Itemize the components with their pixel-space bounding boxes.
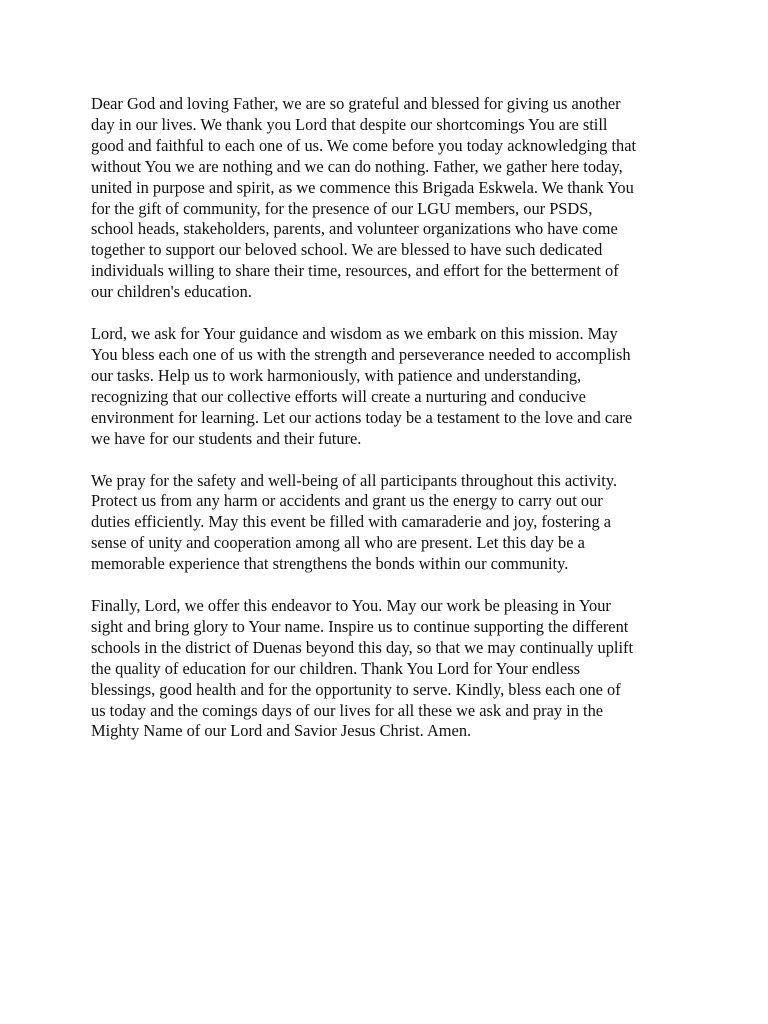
text-line: the quality of education for our children. Thank You Lord for Your endless <box>91 658 581 678</box>
text-line: Lord, we ask for Your guidance and wisdom as we embark on this mission. May <box>91 324 618 344</box>
text-line: individuals willing to share their time, resources, and effort for the betterment of <box>91 261 619 281</box>
text-line: recognizing that our collective efforts will create a nurturing and conducive <box>91 386 586 406</box>
text-line: Dear God and loving Father, we are so grateful and blessed for giving us another <box>91 94 621 113</box>
text-line: day in our lives. We thank you Lord that despite our shortcomings You are still <box>91 114 608 134</box>
text-line: united in purpose and spirit, as we commence this Brigada Eskwela. We thank You <box>91 177 634 197</box>
text-line: without You we are nothing and we can do nothing. Father, we gather here today, <box>91 156 623 176</box>
paragraph-4 <box>91 596 681 742</box>
text-line: us today and the comings days of our lives for all these we ask and pray in the <box>91 700 604 720</box>
text-line: duties efficiently. May this event be filled with camaraderie and joy, fostering a <box>91 512 612 532</box>
text-line: our children's education. <box>91 282 252 302</box>
text-line: for the gift of community, for the presence of our LGU members, our PSDS, <box>91 198 593 218</box>
text-line: sense of unity and cooperation among all who are present. Let this day be a <box>91 533 585 553</box>
text-line: environment for learning. Let our actions today be a testament to the love and care <box>91 407 633 427</box>
paragraph-1 <box>91 94 681 303</box>
text-line: good and faithful to each one of us. We come before you today acknowledging that <box>91 135 637 155</box>
text-line: we have for our students and their future. <box>91 428 362 448</box>
text-line: our tasks. Help us to work harmoniously, with patience and understanding, <box>91 365 582 385</box>
text-line: We pray for the safety and well-being of all participants throughout this activity. <box>91 470 618 490</box>
document-body <box>91 94 681 763</box>
text-line: sight and bring glory to Your name. Inspire us to continue supporting the different <box>91 616 629 636</box>
paragraph-2 <box>91 324 681 449</box>
text-line: schools in the district of Duenas beyond this day, so that we may continually uplift <box>91 637 634 657</box>
paragraph-3 <box>91 471 681 576</box>
text-line: together to support our beloved school. We are blessed to have such dedicated <box>91 240 603 260</box>
text-line: Protect us from any harm or accidents and grant us the energy to carry out our <box>91 491 603 511</box>
text-line: memorable experience that strengthens the bonds within our community. <box>91 554 569 574</box>
text-line: Finally, Lord, we offer this endeavor to You. May our work be pleasing in Your <box>91 596 611 616</box>
text-line: school heads, stakeholders, parents, and volunteer organizations who have come <box>91 219 618 239</box>
text-line: You bless each one of us with the strength and perseverance needed to accomplish <box>91 344 631 364</box>
text-line: blessings, good health and for the opportunity to serve. Kindly, bless each one of <box>91 679 621 699</box>
text-line: Mighty Name of our Lord and Savior Jesus Christ. Amen. <box>91 721 472 741</box>
